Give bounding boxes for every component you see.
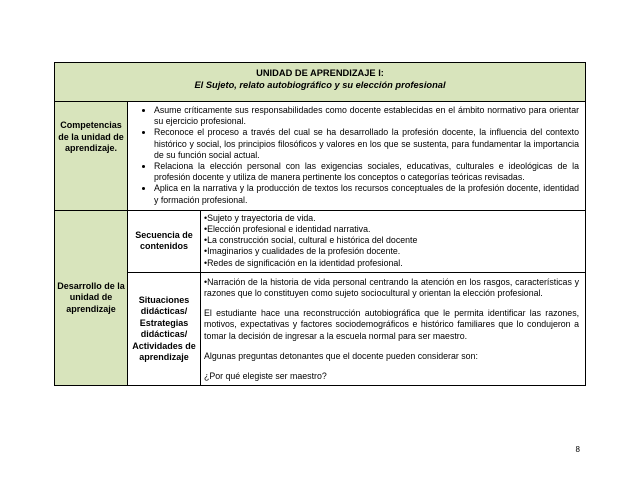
- secuencia-item: •La construcción social, cultural e histórica del docente: [204, 235, 418, 246]
- unit-table: [54, 62, 586, 386]
- situaciones-label: Situaciones didácticas/ Estrategias didácticas/ Actividades de aprendizaje: [128, 272, 201, 385]
- unit-subtitle: El Sujeto, relato autobiográfico y su elección profesional: [194, 80, 446, 90]
- competencia-item: • Reconoce el proceso a través del cual se ha desarrollado la profesión docente, la influencia del contexto histórico y social, los principios filosóficos y valores en los que se sustenta, para fundamentar la importancia de su función social actual.: [154, 127, 579, 161]
- secuencia-item: •Redes de significación en la identidad profesional.: [204, 257, 403, 268]
- competencia-item: • Asume críticamente sus responsabilidades como docente establecidas en el ámbito normativo para orientar su ejercicio profesional.: [154, 105, 579, 127]
- competencias-list: [128, 105, 579, 206]
- secuencia-item: •Elección profesional e identidad narrativa.: [204, 224, 371, 235]
- page-number: 8: [575, 445, 580, 454]
- situaciones-paragraph: •Narración de la historia de vida personal centrando la atención en los rasgos, características y razones que lo constituyen como sujeto sociocultural y orientan la elección profesional.: [204, 276, 580, 299]
- competencias-cell: [128, 102, 586, 211]
- competencia-item: • Relaciona la elección personal con las exigencias sociales, educativas, culturales e ideológicas de la profesión docente y utiliza de manera pertinente los conceptos o categorías teóricas revisadas.: [154, 161, 579, 183]
- desarrollo-label: Desarrollo de la unidad de aprendizaje: [55, 210, 128, 385]
- secuencia-content: [201, 210, 586, 272]
- competencia-item: • Aplica en la narrativa y la producción de textos los recursos conceptuales de la profesión docente, identidad y formación profesional.: [154, 183, 579, 205]
- situaciones-content: [201, 272, 586, 385]
- situaciones-paragraph: El estudiante hace una reconstrucción autobiográfica que le permita identificar las razones, motivos, expectativas y factores sociodemográficos e histórico familiares que lo condujeron a tomar la decisión de ingresar a la escuela normal para ser maestro.: [204, 308, 580, 341]
- unit-title: UNIDAD DE APRENDIZAJE I:: [256, 68, 384, 78]
- competencias-label: Competencias de la unidad de aprendizaje.: [55, 102, 128, 211]
- secuencia-item: •Imaginarios y cualidades de la profesión docente.: [204, 246, 401, 257]
- secuencia-label: Secuencia de contenidos: [128, 210, 201, 272]
- secuencia-item: •Sujeto y trayectoria de vida.: [204, 212, 316, 223]
- unit-header: [55, 63, 586, 102]
- situaciones-question: ¿Por qué elegiste ser maestro?: [204, 371, 327, 382]
- situaciones-paragraph: Algunas preguntas detonantes que el docente pueden considerar son:: [204, 350, 478, 361]
